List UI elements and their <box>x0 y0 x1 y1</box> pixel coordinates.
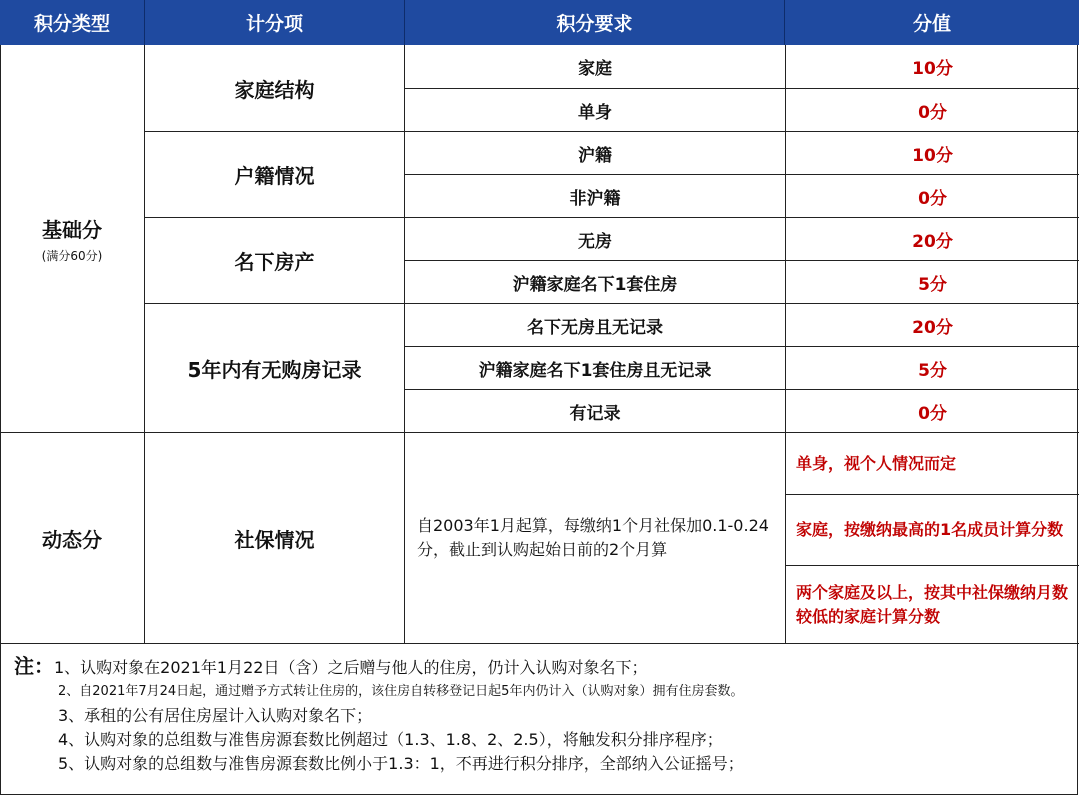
basic-score-title: 基础分 <box>42 217 102 242</box>
social-security-requirement: 自2003年1月起算，每缴纳1个月社保加0.1-0.24分，截止到认购起始日前的2个月算 <box>417 516 769 559</box>
score-cell: 20分 <box>912 231 953 252</box>
item-family-structure: 家庭结构 <box>234 77 315 102</box>
header-item: 计分项 <box>145 0 405 45</box>
header-type: 积分类型 <box>0 0 145 45</box>
requirement-cell: 名下无房且无记录 <box>527 317 663 338</box>
note-line: 2、自2021年7月24日起，通过赠予方式转让住房的，该住房自转移登记日起5年内仍计入（认购对象）拥有住房套数。 <box>58 684 744 699</box>
score-cell: 0分 <box>918 188 947 209</box>
score-cell: 5分 <box>918 274 947 295</box>
score-cell: 0分 <box>918 403 947 424</box>
note-line: 4、认购对象的总组数与准售房源套数比例超过（1.3、1.8、2、2.5），将触发积分排序程序； <box>58 730 723 749</box>
note-text: 1、认购对象在2021年1月22日（含）之后赠与他人的住房，仍计入认购对象名下； <box>54 658 648 677</box>
score-cell: 0分 <box>918 102 947 123</box>
score-note: 两个家庭及以上，按其中社保缴纳月数较低的家庭计算分数 <box>796 582 1069 626</box>
score-note: 家庭，按缴纳最高的1名成员计算分数 <box>796 520 1064 539</box>
header-requirement: 积分要求 <box>405 0 785 45</box>
requirement-cell: 沪籍家庭名下1套住房且无记录 <box>478 360 712 381</box>
requirement-cell: 有记录 <box>569 403 621 424</box>
requirement-cell: 沪籍家庭名下1套住房 <box>512 274 678 295</box>
divider <box>0 643 1079 644</box>
requirement-cell: 家庭 <box>578 59 612 79</box>
requirement-cell: 单身 <box>578 102 612 123</box>
note-line <box>14 654 744 680</box>
score-cell: 5分 <box>918 360 947 381</box>
header-score: 分值 <box>785 0 1079 45</box>
score-note: 单身，视个人情况而定 <box>796 453 957 473</box>
item-property: 名下房产 <box>234 250 315 274</box>
basic-score-subtitle: (满分60分) <box>41 248 103 263</box>
notes <box>14 654 744 776</box>
item-purchase-record: 5年内有无购房记录 <box>187 357 362 382</box>
requirement-cell: 无房 <box>578 231 612 252</box>
note-line: 3、承租的公有居住房屋计入认购对象名下； <box>58 706 373 725</box>
requirement-cell: 沪籍 <box>578 145 612 166</box>
item-hukou: 户籍情况 <box>234 164 315 188</box>
note-line: 5、认购对象的总组数与准售房源套数比例小于1.3：1，不再进行积分排序，全部纳入公证摇号； <box>58 754 744 773</box>
dynamic-score-title: 动态分 <box>42 527 102 552</box>
requirement-cell: 非沪籍 <box>569 188 621 209</box>
item-social-security: 社保情况 <box>234 527 315 552</box>
score-cell: 10分 <box>912 59 953 79</box>
basic-score-cell <box>0 45 144 432</box>
score-cell: 20分 <box>912 317 953 338</box>
note-prefix: 注： <box>14 654 54 678</box>
score-cell: 10分 <box>912 145 953 166</box>
